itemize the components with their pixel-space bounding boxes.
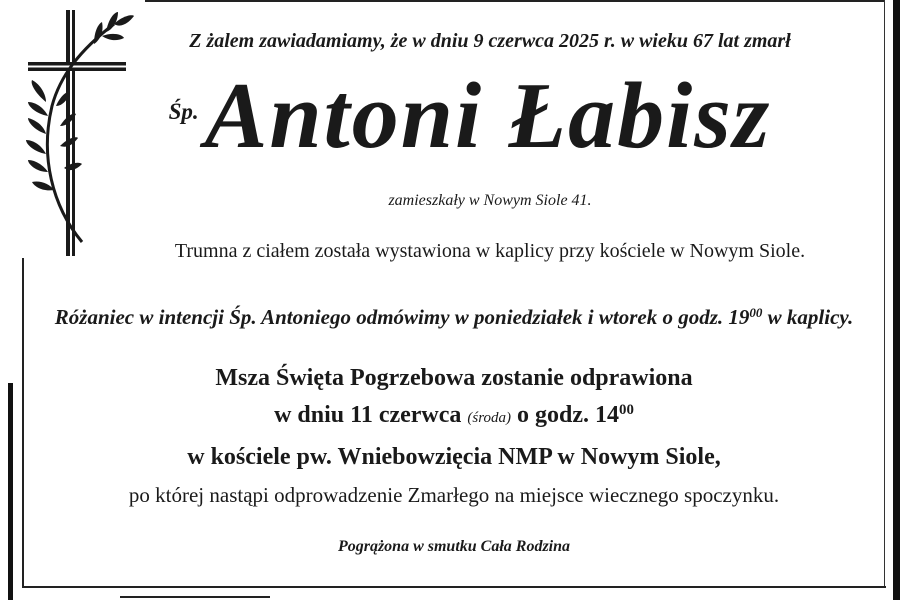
- frame-bottom-accent: [120, 596, 270, 598]
- mass-date: w dniu 11 czerwca: [274, 402, 468, 428]
- signature-text: Pogrążona w smutku Cała Rodzina: [337, 538, 571, 555]
- mass-line-4: po której nastąpi odprowadzenie Zmarłego na miejsce wiecznego spoczynku.: [128, 483, 780, 507]
- mass-line-2: [4, 402, 900, 429]
- mass-minutes: 00: [619, 401, 634, 418]
- rosary-end: w kaplicy.: [762, 305, 854, 329]
- rosary-text: [4, 305, 900, 330]
- mass-weekday: (środa): [467, 410, 512, 426]
- deceased-name: Antoni Łabisz: [204, 64, 772, 168]
- mass-line-3: w kościele pw. Wniebowzięcia NMP w Nowym Siole,: [187, 444, 721, 470]
- frame-top-border: [145, 0, 885, 2]
- rosary-main: Różaniec w intencji Śp. Antoniego odmówimy w poniedziałek i wtorek o godz. 19: [54, 305, 750, 329]
- deceased-name-row: [20, 62, 900, 170]
- intro-text: Z żalem zawiadamiamy, że w dniu 9 czerwca 2025 r. w wieku 67 lat zmarł: [189, 30, 791, 52]
- rosary-minutes: 00: [749, 304, 763, 320]
- frame-bottom-border: [22, 586, 886, 588]
- mass-time: o godz. 14: [511, 402, 620, 428]
- coffin-text: Trumna z ciałem została wystawiona w kaplicy przy kościele w Nowym Siole.: [174, 240, 806, 262]
- name-prefix: Śp.: [168, 99, 199, 124]
- mass-line-1: Msza Święta Pogrzebowa zostanie odprawiona: [215, 365, 693, 391]
- address-text: zamieszkały w Nowym Siole 41.: [388, 192, 592, 209]
